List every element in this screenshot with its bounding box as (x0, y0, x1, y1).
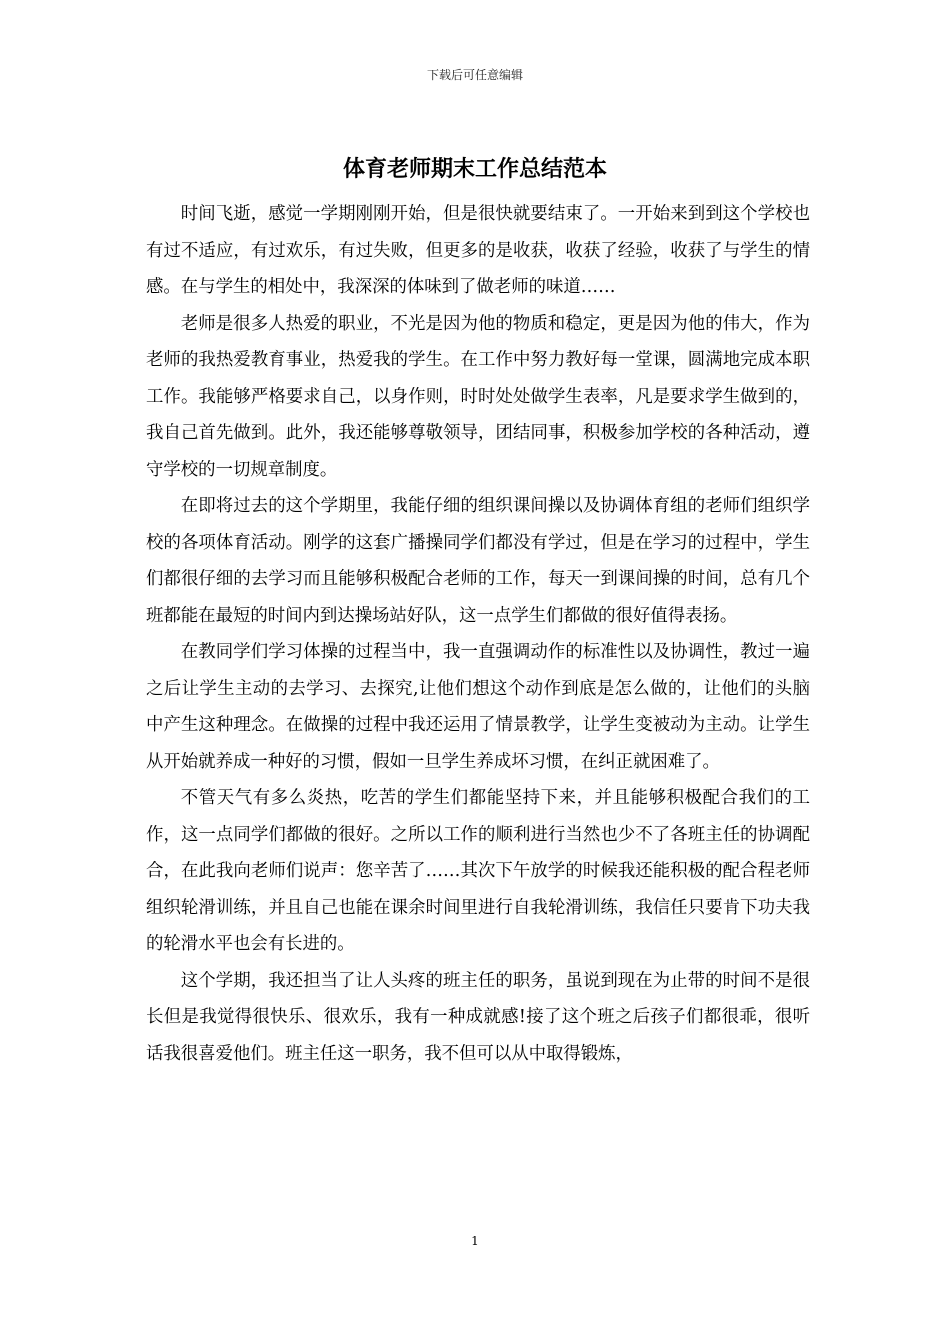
paragraph-1: 时间飞逝，感觉一学期刚刚开始，但是很快就要结束了。一开始来到到这个学校也有过不适应，有过欢乐，有过失败，但更多的是收获，收获了经验，收获了与学生的情感。在与学生的相处中，我深深的体味到了做老师的味道…… (146, 204, 810, 297)
document-body (146, 196, 810, 1072)
header-note: 下载后可任意编辑 (426, 68, 523, 82)
page-number: 1 (471, 1234, 479, 1248)
paragraph-5: 不管天气有多么炎热，吃苦的学生们都能坚持下来，并且能够积极配合我们的工作，这一点同学们都做的很好。之所以工作的顺利进行当然也少不了各班主任的协调配合，在此我向老师们说声：您辛苦了……其次下午放学的时候我还能积极的配合程老师组织轮滑训练，并且自己也能在课余时间里进行自我轮滑训练，我信任只要肯下功夫我的轮滑水平也会有长进的。 (146, 788, 810, 954)
paragraph-3: 在即将过去的这个学期里，我能仔细的组织课间操以及协调体育组的老师们组织学校的各项体育活动。刚学的这套广播操同学们都没有学过，但是在学习的过程中，学生们都很仔细的去学习而且能够积极配合老师的工作，每天一到课间操的时间，总有几个班都能在最短的时间内到达操场站好队，这一点学生们都做的很好值得表扬。 (146, 496, 810, 626)
paragraph-2: 老师是很多人热爱的职业，不光是因为他的物质和稳定，更是因为他的伟大，作为老师的我热爱教育事业，热爱我的学生。在工作中努力教好每一堂课，圆满地完成本职工作。我能够严格要求自己，以身作则，时时处处做学生表率，凡是要求学生做到的，我自己首先做到。此外，我还能够尊敬领导，团结同事，积极参加学校的各种活动，遵守学校的一切规章制度。 (146, 313, 810, 480)
paragraph-6: 这个学期，我还担当了让人头疼的班主任的职务，虽说到现在为止带的时间不是很长但是我觉得很快乐、很欢乐，我有一种成就感!接了这个班之后孩子们都很乖，很听话我很喜爱他们。班主任这一职务，我不但可以从中取得锻炼， (146, 970, 810, 1064)
document-title: 体育老师期末工作总结范本 (342, 156, 607, 182)
paragraph-4: 在教同学们学习体操的过程当中，我一直强调动作的标准性以及协调性，教过一遍之后让学生主动的去学习、去探究,让他们想这个动作到底是怎么做的，让他们的头脑中产生这种理念。在做操的过程中我还运用了情景教学，让学生变被动为主动。让学生从开始就养成一种好的习惯，假如一旦学生养成坏习惯，在纠正就困难了。 (146, 642, 810, 772)
